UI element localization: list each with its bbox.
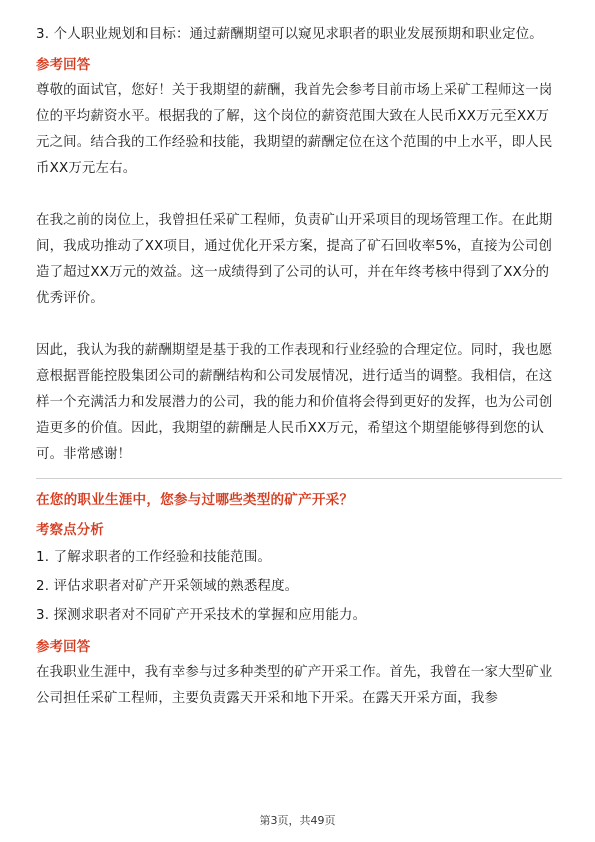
analysis-item: 1. 了解求职者的工作经验和技能范围。: [36, 550, 272, 565]
question-heading: 在您的职业生涯中，您参与过哪些类型的矿产开采？: [36, 492, 354, 508]
intro-list-item: 3. 个人职业规划和目标：通过薪酬期望可以窥见求职者的职业发展预期和职业定位。: [36, 27, 543, 42]
answer-paragraph: 在我之前的岗位上，我曾担任采矿工程师，负责矿山开采项目的现场管理工作。在此期间，我成功推动了XX项目，通过优化开采方案，提高了矿石回收率5%，直接为公司创造了超过XX万元的效益。这一成绩得到了公司的认可，并在年终考核中得到了XX分的优秀评价。: [36, 213, 553, 306]
answer-paragraph: 在我职业生涯中，我有幸参与过多种类型的矿产开采工作。首先，我曾在一家大型矿业公司担任采矿工程师，主要负责露天开采和地下开采。在露天开采方面，我参: [36, 665, 553, 706]
analysis-item: 3. 探测求职者对不同矿产开采技术的掌握和应用能力。: [36, 608, 367, 623]
answer-paragraph: 因此，我认为我的薪酬期望是基于我的工作表现和行业经验的合理定位。同时，我也愿意根据晋能控股集团公司的薪酬结构和公司发展情况，进行适当的调整。我相信，在这样一个充满活力和发展潜力的公司，我的能力和价值将会得到更好的发挥，也为公司创造更多的价值。因此，我期望的薪酬是人民币XX万元，希望这个期望能够得到您的认可。非常感谢！: [36, 343, 553, 462]
page-content: [36, 22, 562, 712]
reference-answer-label: 参考回答: [36, 58, 91, 73]
analysis-item: 2. 评估求职者对矿产开采领域的熟悉程度。: [36, 579, 299, 594]
analysis-label: 考察点分析: [36, 523, 104, 538]
answer-paragraph: 尊敬的面试官，您好！关于我期望的薪酬，我首先会参考目前市场上采矿工程师这一岗位的平均薪资水平。根据我的了解，这个岗位的薪资范围大致在人民币XX万元至XX万元之间。结合我的工作经验和技能，我期望的薪酬定位在这个范围的中上水平，即人民币XX万元左右。: [36, 83, 553, 176]
page-number-footer: 第3页，共49页: [259, 814, 336, 827]
reference-answer-label: 参考回答: [36, 640, 91, 655]
paragraph-gap: [36, 312, 562, 338]
section-divider: [36, 478, 562, 479]
paragraph-gap: [36, 182, 562, 208]
